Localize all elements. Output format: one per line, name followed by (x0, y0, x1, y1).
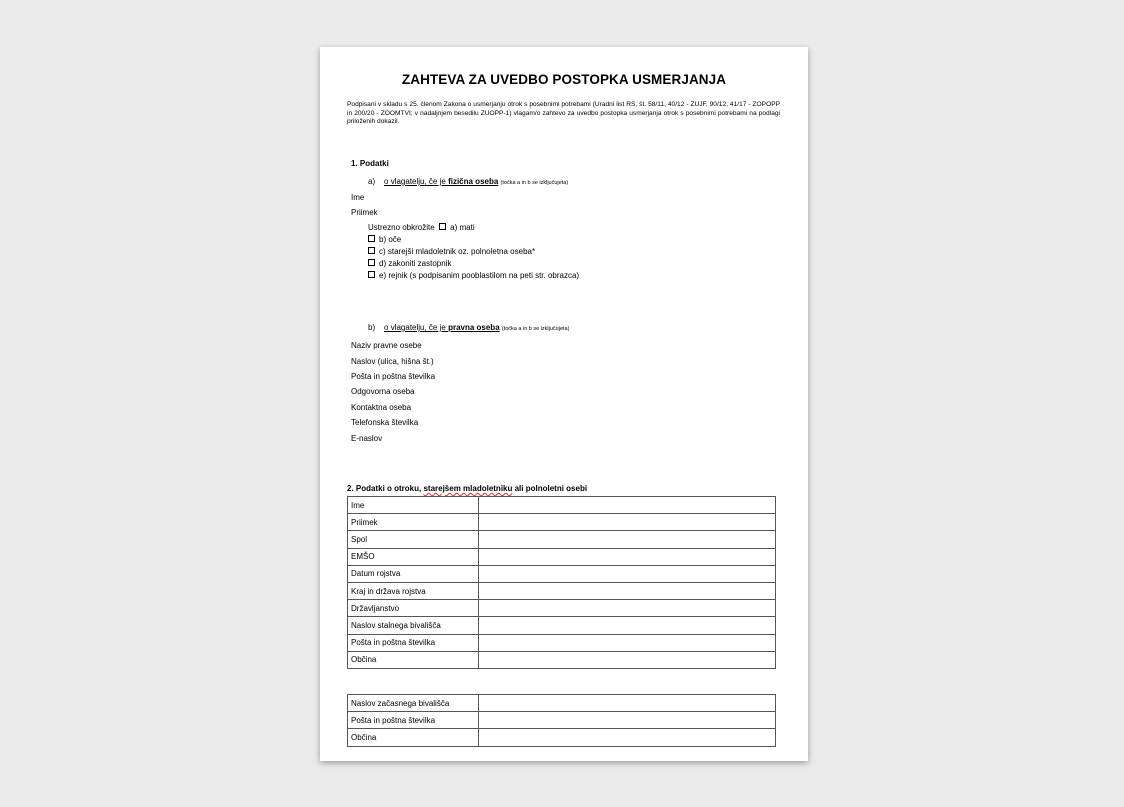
table-row (348, 497, 776, 514)
checkbox-mati[interactable] (439, 223, 446, 230)
checkbox-rejnik[interactable] (368, 271, 375, 278)
option-row (368, 259, 451, 269)
table-value-cell[interactable] (479, 695, 776, 712)
table-row (348, 634, 776, 651)
field-label-posta: Pošta in poštna številka (351, 372, 436, 381)
section2-heading-prefix: 2. Podatki o otroku, (347, 484, 424, 493)
table-value-cell[interactable] (479, 634, 776, 651)
option-mati: a) mati (450, 223, 475, 232)
table-value-cell[interactable] (479, 514, 776, 531)
document-page (320, 47, 808, 761)
subsection-a-prefix: o vlagatelju, če je (384, 177, 449, 186)
checkbox-oce[interactable] (368, 235, 375, 242)
subsection-b-note: (točka a in b se izključujeta) (501, 326, 570, 332)
subsection-a-heading (368, 177, 568, 188)
option-zastopnik: d) zakoniti zastopnik (379, 259, 452, 268)
table-label: Pošta in poštna številka (348, 634, 479, 651)
table-label: Spol (348, 531, 479, 548)
table-value-cell[interactable] (479, 617, 776, 634)
table-row (348, 514, 776, 531)
option-oce: b) oče (379, 235, 402, 244)
table-row (348, 531, 776, 548)
option-starejsi: c) starejši mladoletnik oz. polnoletna oseba* (379, 247, 536, 256)
subsection-a-marker: a) (368, 177, 376, 186)
field-label-odgovorna: Odgovorna oseba (351, 387, 415, 396)
table-label: Pošta in poštna številka (348, 712, 479, 729)
table-row (348, 695, 776, 712)
section1-heading: 1. Podatki (351, 159, 389, 168)
checkbox-zastopnik[interactable] (368, 259, 375, 266)
subsection-a-note: (točka a in b se izključujeta) (500, 180, 569, 186)
table-label: Občina (348, 729, 479, 746)
section2-heading (347, 484, 587, 494)
table-row (348, 548, 776, 565)
table-row (348, 651, 776, 668)
option-row (368, 247, 535, 257)
table-value-cell[interactable] (479, 531, 776, 548)
field-label-ime: Ime (351, 193, 365, 202)
table-value-cell[interactable] (479, 582, 776, 599)
section2-heading-suffix: ali polnoletni osebi (512, 484, 588, 493)
subsection-b-marker: b) (368, 323, 376, 332)
table-value-cell[interactable] (479, 729, 776, 746)
table-value-cell[interactable] (479, 548, 776, 565)
field-label-email: E-naslov (351, 434, 383, 443)
checkbox-starejsi[interactable] (368, 247, 375, 254)
circle-label: Ustrezno obkrožite (368, 223, 435, 232)
table-row (348, 712, 776, 729)
option-rejnik: e) rejnik (s podpisanim pooblastilom na peti str. obrazca) (379, 271, 580, 280)
table-row (348, 600, 776, 617)
subsection-a-bold: fizična oseba (448, 177, 499, 186)
table-row (348, 617, 776, 634)
section2-heading-wavy: starejšem mladoletniku (423, 484, 513, 493)
intro-paragraph: Podpisani v skladu s 25. členom Zakona o usmerjanju otrok s posebnimi potrebami (Uradni list RS, št. 58/11, 40/12 - ZUJF, 90/12, 41/17 - ZOPOPP in 200/20 - ZOOMTVI; v nadaljnjem besedilu ZUOPP-1) vlagam/o zahtevo za uvedbo postopka usmerjanja otrok s posebnimi potrebami na podlagi priloženih dokazil. (347, 101, 780, 126)
field-label-telefon: Telefonska številka (351, 418, 419, 427)
table-label: Naslov stalnega bivališča (348, 617, 479, 634)
table-row (348, 582, 776, 599)
subsection-b-bold: pravna oseba (448, 323, 500, 332)
table-label: Naslov začasnega bivališča (348, 695, 479, 712)
table-label: Ime (348, 497, 479, 514)
temporary-residence-table (347, 694, 776, 747)
subsection-b-prefix: o vlagatelju, če je (384, 323, 449, 332)
child-data-table (347, 496, 776, 669)
table-value-cell[interactable] (479, 651, 776, 668)
field-label-priimek: Priimek (351, 208, 378, 217)
field-label-naslov: Naslov (ulica, hišna št.) (351, 357, 434, 366)
table-label: Državljanstvo (348, 600, 479, 617)
table-row (348, 729, 776, 746)
subsection-b-heading (368, 323, 569, 334)
table-value-cell[interactable] (479, 497, 776, 514)
table-label: Datum rojstva (348, 565, 479, 582)
table-label: EMŠO (348, 548, 479, 565)
table-row (348, 565, 776, 582)
table-value-cell[interactable] (479, 600, 776, 617)
document-title: ZAHTEVA ZA UVEDBO POSTOPKA USMERJANJA (401, 72, 727, 87)
field-label-naziv: Naziv pravne osebe (351, 341, 422, 350)
field-label-kontaktna: Kontaktna oseba (351, 403, 412, 412)
option-row (368, 235, 401, 245)
table-label: Kraj in država rojstva (348, 582, 479, 599)
table-value-cell[interactable] (479, 565, 776, 582)
option-row (368, 271, 579, 281)
table-value-cell[interactable] (479, 712, 776, 729)
table-label: Občina (348, 651, 479, 668)
table-label: Priimek (348, 514, 479, 531)
circle-option-row (368, 223, 475, 233)
